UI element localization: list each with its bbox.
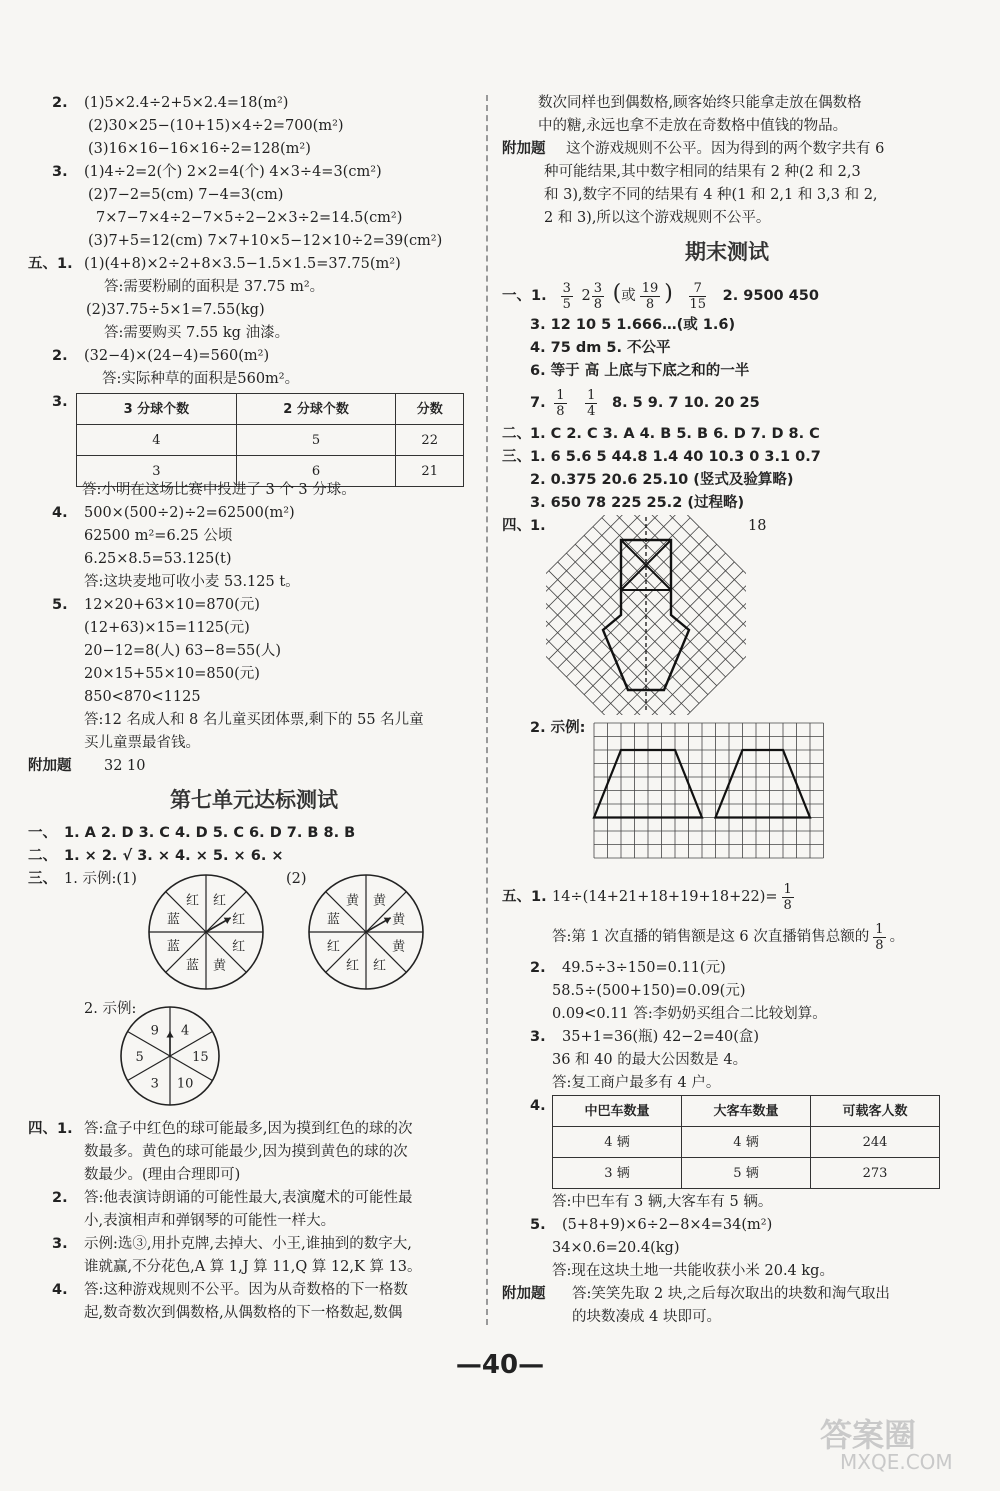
- section-title-final: 期末测试: [685, 239, 769, 264]
- sector-label: 黄: [392, 912, 406, 928]
- score-table: [76, 393, 464, 487]
- text-line: 5. 12×20+63×10=870(元): [52, 597, 260, 613]
- text-line: 3. 650 78 225 25.2 (过程略): [530, 495, 745, 511]
- text-line: 6. 等于 高 上底与下底之和的一半: [530, 363, 750, 379]
- text-line: 答:12 名成人和 8 名儿童买团体票,剩下的 55 名儿童: [84, 712, 424, 728]
- page-number: —40—: [455, 1350, 545, 1380]
- grid-diagram-row: 四、1. 18: [502, 515, 952, 711]
- table-header: [77, 394, 464, 425]
- sector-label: 红: [232, 912, 246, 928]
- sector-label: 15: [192, 1050, 209, 1065]
- sector-label: 蓝: [326, 912, 340, 928]
- sector-label: 红: [232, 939, 246, 955]
- text-line: 数次同样也到偶数格,顾客始终只能拿走放在偶数格: [538, 95, 862, 111]
- sector-label: 蓝: [166, 912, 180, 928]
- table-cell: 22: [396, 425, 464, 456]
- sector-label: 黄: [373, 893, 387, 909]
- sector-label: 3: [150, 1076, 159, 1092]
- text-line: 答:第 1 次直播的销售额是这 6 次直播销售总额的 $\frac{1}{8}$ 。: [552, 921, 905, 953]
- table-cell: 3: [77, 456, 237, 487]
- text-line: 2. (1)5×2.4÷2+5×2.4=18(m²): [52, 95, 289, 111]
- text-line: (3)7+5=12(cm) 7×7+10×5−12×10÷2=39(cm²): [88, 233, 443, 249]
- fraction: $\frac{7}{15}$: [689, 280, 707, 312]
- text-line: 58.5÷(500+150)=0.09(元): [552, 983, 746, 999]
- table-cell: 大客车数量: [682, 1096, 811, 1127]
- table-cell: 3 分球个数: [77, 394, 237, 425]
- text-line: 中的糖,永远也拿不走放在奇数格中值钱的物品。: [538, 118, 848, 134]
- sector-label: 红: [185, 893, 199, 909]
- sector-line: [128, 1056, 170, 1081]
- table-row: [553, 1158, 940, 1189]
- text-line: 数最多。黄色的球可能最少,因为摸到黄色的球的次: [84, 1144, 408, 1160]
- table-cell: 21: [396, 456, 464, 487]
- text-line: 附加题 答:笑笑先取 2 块,之后每次取出的块数和淘气取出: [502, 1286, 890, 1302]
- text-line: (3)16×16−16×16÷2=128(m²): [88, 141, 311, 157]
- spinner-wheel-3: [118, 1004, 222, 1108]
- sector-label: 黄: [213, 958, 227, 974]
- sector-label: 红: [345, 958, 359, 974]
- text-line: 一、 1. A 2. D 3. C 4. D 5. C 6. D 7. B 8. B: [28, 825, 356, 841]
- text-line: 4. 75 dm 5. 不公平: [530, 340, 671, 356]
- grid-diagram-row: 2. 示例:: [502, 717, 952, 877]
- text-line: (2)37.75÷5×1=7.55(kg): [86, 302, 265, 318]
- table-cell: 3 辆: [553, 1158, 682, 1189]
- watermark-logo: 答案圈: [820, 1416, 917, 1454]
- text-line: 一、1. $\frac{3}{5}$ 2 $\frac{3}{8}$ (或 $\frac{19}{8}$ ) $\frac{7}{15}$ 2. 9500 450: [502, 280, 819, 312]
- left-column: [28, 92, 480, 1325]
- text-line: 4. 答:这种游戏规则不公平。因为从奇数格的下一格数: [52, 1282, 408, 1298]
- text-line: 数最少。(理由合理即可): [84, 1167, 241, 1183]
- sector-label: 5: [135, 1050, 144, 1065]
- text-line: 答:需要购买 7.55 kg 油漆。: [104, 325, 290, 341]
- fraction: $\frac{3}{8}$: [593, 280, 603, 312]
- table-cell: 244: [811, 1127, 940, 1158]
- sector-label: 红: [213, 893, 227, 909]
- fraction: $\frac{1}{8}$: [875, 921, 884, 953]
- table-header: [553, 1096, 940, 1127]
- text-line: (12+63)×15=1125(元): [84, 620, 250, 636]
- text-line: 3. 12 10 5 1.666…(或 1.6̇): [530, 317, 736, 333]
- text-line: 20−12=8(人) 63−8=55(人): [84, 643, 282, 659]
- text-line: (2)7−2=5(cm) 7−4=3(cm): [88, 187, 284, 203]
- text-line: 三、1. 6 5.6 5 44.8 1.4 40 10.3 0 3.1 0.7: [502, 449, 821, 465]
- text-line: 5. (5+8+9)×6÷2−8×4=34(m²): [530, 1217, 773, 1233]
- diamond-grid-diagram: [546, 515, 746, 715]
- text-line: 答:小明在这场比赛中投进了 3 个 3 分球。: [82, 482, 356, 498]
- table-cell: 4 辆: [682, 1127, 811, 1158]
- trapezoid-grid-diagram: [592, 721, 832, 861]
- table-row: [553, 1127, 940, 1158]
- text-line: 种可能结果,其中数字相同的结果有 2 种(2 和 2,3: [544, 164, 861, 180]
- table-cell: 5: [236, 425, 396, 456]
- table-cell: 273: [811, 1158, 940, 1189]
- fraction: $\frac{1}{4}$: [587, 387, 596, 419]
- table-cell: 5 辆: [682, 1158, 811, 1189]
- text-line: 6.25×8.5=53.125(t): [84, 551, 232, 567]
- text-line: 2 和 3),所以这个游戏规则不公平。: [544, 210, 771, 226]
- text-line: 二、1. C 2. C 3. A 4. B 5. B 6. D 7. D 8. C: [502, 426, 820, 442]
- text-line: 3. 3 分球个数 2 分球个数 分数 4 5 22 3 6 21: [28, 391, 480, 467]
- text-line: 3. 35+1=36(瓶) 42−2=40(盒): [530, 1029, 760, 1045]
- text-line: 起,数奇数次到偶数格,从偶数格的下一格数起,数偶: [84, 1305, 403, 1321]
- text-line: 3. 示例:选③,用扑克牌,去掉大、小王,谁抽到的数字大,: [52, 1236, 412, 1252]
- table-cell: 4: [77, 425, 237, 456]
- text-line: 62500 m²=6.25 公顷: [84, 528, 233, 544]
- bus-table: [552, 1095, 940, 1189]
- spinner-row: 2. 示例: 4 15 10 3 5 9: [28, 998, 480, 1118]
- text-line: 7×7−7×4÷2−7×5÷2−2×3÷2=14.5(cm²): [96, 210, 403, 226]
- text-line: 五、1. 14÷(14+21+18+19+18+22)= $\frac{1}{8}$: [502, 881, 792, 913]
- text-line: 36 和 40 的最大公因数是 4。: [552, 1052, 748, 1068]
- text-line: 的块数凑成 4 块即可。: [572, 1309, 721, 1325]
- trapezoid-2: [716, 750, 811, 818]
- text-line: 答:实际种草的面积是560m²。: [102, 371, 300, 387]
- text-line: 四、1. 答:盒子中红色的球可能最多,因为摸到红色的球的次: [28, 1121, 413, 1137]
- text-line: 附加题 32 10: [28, 758, 146, 774]
- text-line: 2. 49.5÷3÷150=0.11(元): [530, 960, 726, 976]
- sector-label: 蓝: [166, 939, 180, 955]
- text-line: 和 3),数字不同的结果有 4 种(1 和 2,1 和 3,3 和 2,: [544, 187, 878, 203]
- sector-label: 9: [150, 1023, 159, 1039]
- text-line: 34×0.6=20.4(kg): [552, 1240, 680, 1256]
- section-title-unit7: 第七单元达标测试: [170, 787, 338, 812]
- text-line: 答:复工商户最多有 4 户。: [552, 1075, 721, 1091]
- text-line: 谁就赢,不分花色,A 算 1,J 算 11,Q 算 12,K 算 13。: [84, 1259, 422, 1275]
- spinner-wheel-2: [306, 872, 426, 992]
- sector-label: 黄: [392, 939, 406, 955]
- text-line: 850<870<1125: [84, 689, 201, 705]
- fraction: $\frac{3}{5}$: [562, 280, 571, 312]
- watermark-url: MXQE.COM: [840, 1450, 953, 1474]
- table-cell: 4 辆: [553, 1127, 682, 1158]
- fraction: $\frac{1}{8}$: [556, 387, 565, 419]
- sector-label: 4: [181, 1023, 190, 1039]
- sector-label: 红: [373, 958, 387, 974]
- spinner-row: 三、 1. 示例:(1) 红 红 红 黄 蓝 蓝 蓝 红 (2) 黄 黄 黄 红 红 红 蓝 黄: [28, 868, 480, 998]
- text-line: 2. (32−4)×(24−4)=560(m²): [52, 348, 270, 364]
- text-line: 买儿童票最省钱。: [84, 735, 200, 751]
- text-line: 4. 中巴车数量 大客车数量 可载客人数 4 辆 4 辆 244 3 辆 5 辆 273: [502, 1095, 952, 1191]
- spinner-arrow-head: [166, 1032, 173, 1038]
- text-line: 2. 答:他表演诗朗诵的可能性最大,表演魔术的可能性最: [52, 1190, 413, 1206]
- text-line: 小,表演相声和弹钢琴的可能性一样大。: [84, 1213, 336, 1229]
- text-line: 3. (1)4÷2=2(个) 2×2=4(个) 4×3÷4=3(cm²): [52, 164, 382, 180]
- text-line: 2. 0.375 20.6 25.10 (竖式及验算略): [530, 472, 794, 488]
- text-line: 答:中巴车有 3 辆,大客车有 5 辆。: [552, 1194, 773, 1210]
- column-divider: [486, 95, 488, 1325]
- text-line: 附加题 这个游戏规则不公平。因为得到的两个数字共有 6: [502, 141, 885, 157]
- spinner-wheel-1: [146, 872, 266, 992]
- text-line: 答:现在这块土地一共能收获小米 20.4 kg。: [552, 1263, 834, 1279]
- sector-line: [128, 1032, 170, 1057]
- table-cell: 2 分球个数: [236, 394, 396, 425]
- text-line: 0.09<0.11 答:李奶奶买组合二比较划算。: [552, 1006, 827, 1022]
- text-line: 答:需要粉刷的面积是 37.75 m²。: [104, 279, 325, 295]
- table-cell: 可载客人数: [811, 1096, 940, 1127]
- table-row: [77, 425, 464, 456]
- sector-label: 10: [176, 1076, 194, 1092]
- text-line: 7. $\frac{1}{8}$ $\frac{1}{4}$ 8. 5 9. 7 10. 20 25: [530, 387, 760, 419]
- text-line: (2)30×25−(10+15)×4÷2=700(m²): [88, 118, 344, 134]
- fraction: $\frac{1}{8}$: [783, 881, 792, 913]
- sector-label: 红: [326, 939, 340, 955]
- text-line: 五、1. (1)(4+8)×2÷2+8×3.5−1.5×1.5=37.75(m²): [28, 256, 401, 272]
- text-line: 20×15+55×10=850(元): [84, 666, 260, 682]
- sector-label: 蓝: [185, 958, 199, 974]
- table-cell: 6: [236, 456, 396, 487]
- text-line: 4. 500×(500÷2)÷2=62500(m²): [52, 505, 295, 521]
- text-line: 答:这块麦地可收小麦 53.125 t。: [84, 574, 300, 590]
- text-line: 二、 1. × 2. √ 3. × 4. × 5. × 6. ×: [28, 848, 284, 864]
- right-column: [502, 92, 952, 1329]
- sector-label: 黄: [345, 893, 359, 909]
- table-cell: 中巴车数量: [553, 1096, 682, 1127]
- table-cell: 分数: [396, 394, 464, 425]
- fraction: $\frac{19}{8}$: [641, 280, 659, 312]
